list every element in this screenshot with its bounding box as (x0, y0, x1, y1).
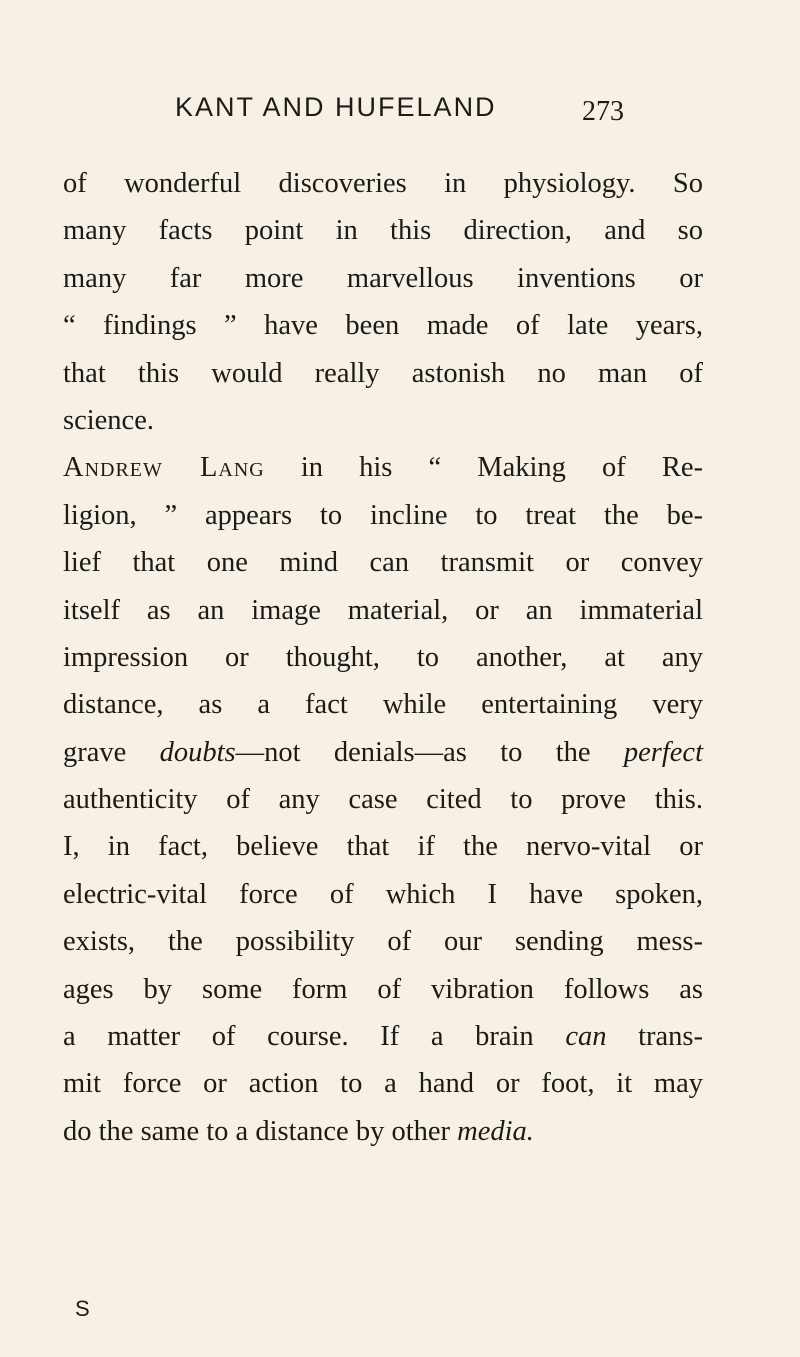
page-number: 273 (582, 96, 624, 127)
text-fragment: do the same to a distance by other (63, 1115, 451, 1147)
text-line: impression or thought, to another, at any (63, 641, 703, 673)
text-line: itself as an image material, or an immaterial (63, 594, 703, 626)
text-line: science. (63, 404, 154, 436)
text-line: ligion, ” appears to incline to treat the be- (63, 499, 703, 531)
signature-mark: S (75, 1296, 90, 1321)
italic-word: can (565, 1021, 607, 1053)
text-line: that this would really astonish no man of (63, 357, 703, 389)
italic-word: media. (457, 1115, 534, 1147)
text-line: authenticity of any case cited to prove this. (63, 784, 703, 816)
text-line (63, 1013, 703, 1060)
italic-word: doubts (159, 736, 236, 768)
text-fragment: —not denials—as to the (235, 736, 591, 768)
text-line: many far more marvellous inventions or (63, 262, 703, 294)
text-line: of wonderful discoveries in physiology. So (63, 168, 703, 199)
text-fragment: grave (63, 736, 127, 768)
text-line: I, in fact, believe that if the nervo-vital or (63, 831, 703, 863)
body-text (63, 160, 703, 1155)
text-line: exists, the possibility of our sending mess- (63, 926, 703, 958)
text-line: mit force or action to a hand or foot, it may (63, 1068, 703, 1100)
text-fragment: a matter of course. If a brain (63, 1021, 534, 1053)
text-line: many facts point in this direction, and so (63, 215, 703, 247)
text-line: distance, as a fact while entertaining very (63, 689, 703, 721)
paragraph-start-line (63, 444, 703, 491)
running-head (40, 92, 760, 132)
text-line (63, 729, 703, 776)
text-line (63, 1108, 703, 1155)
text-line: electric-vital force of which I have spoken, (63, 878, 703, 910)
text-line: ages by some form of vibration follows as (63, 973, 703, 1005)
text-line: “ findings ” have been made of late years, (63, 310, 703, 342)
text-fragment: trans- (638, 1021, 704, 1053)
text-line: lief that one mind can transmit or convey (63, 547, 703, 579)
text-fragment: in his “ Making of Re- (300, 452, 703, 484)
italic-word: perfect (623, 736, 704, 768)
author-name: Andrew Lang (63, 452, 265, 484)
running-title: KANT AND HUFELAND (175, 92, 497, 122)
